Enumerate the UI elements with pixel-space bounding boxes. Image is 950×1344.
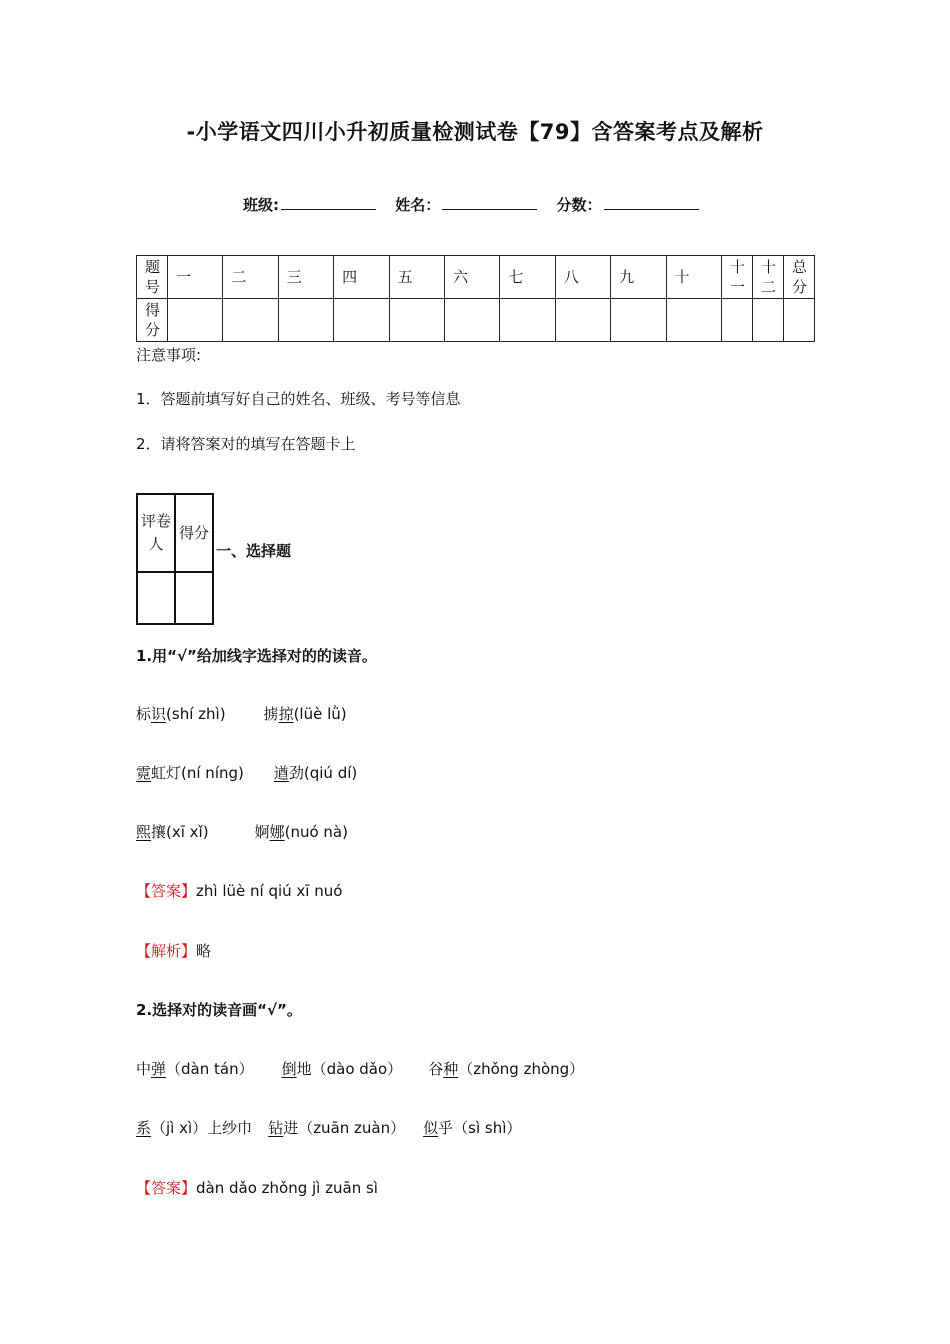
analysis-label: 【解析】 — [136, 942, 197, 960]
q1-options: 劲(qiú dí) — [288, 764, 358, 782]
score-header-cell: 十 — [666, 256, 721, 299]
grader-score-cell[interactable] — [175, 572, 213, 624]
q2-underlined-char: 似 — [423, 1119, 439, 1137]
score-cell[interactable] — [334, 299, 389, 342]
q1-options: 虹灯(ní níng) — [151, 764, 244, 782]
score-cell[interactable] — [784, 299, 815, 342]
q1-word-pre: 婀 — [254, 823, 270, 841]
score-cell[interactable] — [753, 299, 784, 342]
notes-heading: 注意事项: — [136, 346, 202, 364]
grader-reviewer-label: 评卷人 — [137, 494, 175, 572]
question-2-text: 2.选择对的读音画“√”。 — [136, 1001, 302, 1019]
score-cell[interactable] — [223, 299, 278, 342]
q1-word-pre: 掳 — [263, 705, 279, 723]
q1-options: 攘(xī xǐ) — [151, 823, 209, 841]
q2-word-pre: 中 — [136, 1060, 152, 1078]
score-table-header-row — [137, 256, 815, 299]
score-header-cell: 六 — [444, 256, 499, 299]
score-cell[interactable] — [722, 299, 753, 342]
question-2-answer — [136, 1177, 378, 1198]
score-header-cell: 八 — [555, 256, 610, 299]
score-header-cell: 五 — [389, 256, 444, 299]
score-header-cell: 题号 — [137, 256, 168, 299]
name-label: 姓名： — [395, 196, 441, 214]
q1-word-pre: 标 — [136, 705, 152, 723]
score-header-cell: 十二 — [753, 256, 784, 299]
score-header-cell: 总分 — [784, 256, 815, 299]
class-label: 班级: — [243, 196, 279, 214]
answer-label: 【答案】 — [136, 1179, 197, 1197]
question-2-line-1 — [136, 1058, 584, 1079]
q2-options: （dàn tán） — [166, 1060, 254, 1078]
score-cell[interactable] — [666, 299, 721, 342]
q1-underlined-char: 掠 — [278, 705, 294, 723]
score-header-cell: 一 — [168, 256, 223, 299]
q1-underlined-char: 熙 — [136, 823, 152, 841]
q1-options: (nuó nà) — [284, 823, 348, 841]
note-item: 2．请将答案对的填写在答题卡上 — [136, 435, 356, 453]
q1-underlined-char: 遒 — [273, 764, 289, 782]
question-2-line-2 — [136, 1117, 521, 1138]
q2-options: 进（zuān zuàn） — [283, 1119, 406, 1137]
score-label: 分数： — [556, 196, 602, 214]
q2-options: 乎（sì shì） — [438, 1119, 522, 1137]
question-1-line-3 — [136, 821, 348, 842]
answer-text: zhì lüè ní qiú xī nuó — [196, 882, 343, 900]
score-blank[interactable] — [604, 195, 699, 210]
answer-text: dàn dǎo zhǒng jì zuān sì — [196, 1179, 378, 1197]
score-header-cell: 七 — [500, 256, 555, 299]
score-table-score-row — [137, 299, 815, 342]
student-info-line — [243, 194, 713, 215]
q2-word-pre: 谷 — [428, 1060, 444, 1078]
score-cell[interactable] — [444, 299, 499, 342]
grader-reviewer-cell[interactable] — [137, 572, 175, 624]
analysis-text: 略 — [196, 942, 212, 960]
score-header-cell: 三 — [278, 256, 333, 299]
q2-underlined-char: 种 — [443, 1060, 459, 1078]
q1-options: (shí zhì) — [166, 705, 226, 723]
question-1-line-1 — [136, 703, 347, 724]
name-blank[interactable] — [442, 195, 537, 210]
question-1-stem — [136, 645, 377, 666]
grader-box — [136, 493, 214, 625]
note-item: 1．答题前填写好自己的姓名、班级、考号等信息 — [136, 390, 461, 408]
score-header-cell: 二 — [223, 256, 278, 299]
question-1-analysis — [136, 940, 211, 961]
score-table — [136, 255, 815, 342]
score-header-cell: 十一 — [722, 256, 753, 299]
q2-underlined-char: 钻 — [268, 1119, 284, 1137]
q2-options: 地（dào dǎo） — [296, 1060, 403, 1078]
q2-underlined-char: 倒 — [281, 1060, 297, 1078]
q2-underlined-char: 系 — [136, 1119, 152, 1137]
grader-score-label: 得分 — [175, 494, 213, 572]
q2-options: （zhǒng zhòng） — [458, 1060, 585, 1078]
answer-label: 【答案】 — [136, 882, 197, 900]
q1-underlined-char: 娜 — [269, 823, 285, 841]
score-cell[interactable] — [278, 299, 333, 342]
question-1-line-2 — [136, 762, 357, 783]
class-blank[interactable] — [281, 195, 376, 210]
score-cell[interactable] — [611, 299, 666, 342]
q2-underlined-char: 弹 — [151, 1060, 167, 1078]
question-1-answer — [136, 880, 342, 901]
q1-underlined-char: 识 — [151, 705, 167, 723]
score-cell[interactable] — [389, 299, 444, 342]
document-title: -小学语文四川小升初质量检测试卷【79】含答案考点及解析 — [186, 120, 764, 144]
score-header-cell: 四 — [334, 256, 389, 299]
q2-options: （jì xì）上纱巾 — [151, 1119, 253, 1137]
q1-options: (lüè lǜ) — [293, 705, 347, 723]
score-header-cell: 九 — [611, 256, 666, 299]
score-cell[interactable] — [500, 299, 555, 342]
score-cell[interactable] — [555, 299, 610, 342]
question-2-stem — [136, 999, 302, 1020]
section-heading: 一、选择题 — [216, 542, 292, 560]
score-cell[interactable] — [168, 299, 223, 342]
question-1-text: 1.用“√”给加线字选择对的的读音。 — [136, 647, 377, 665]
q1-underlined-char: 霓 — [136, 764, 152, 782]
score-row-label: 得分 — [137, 299, 168, 342]
